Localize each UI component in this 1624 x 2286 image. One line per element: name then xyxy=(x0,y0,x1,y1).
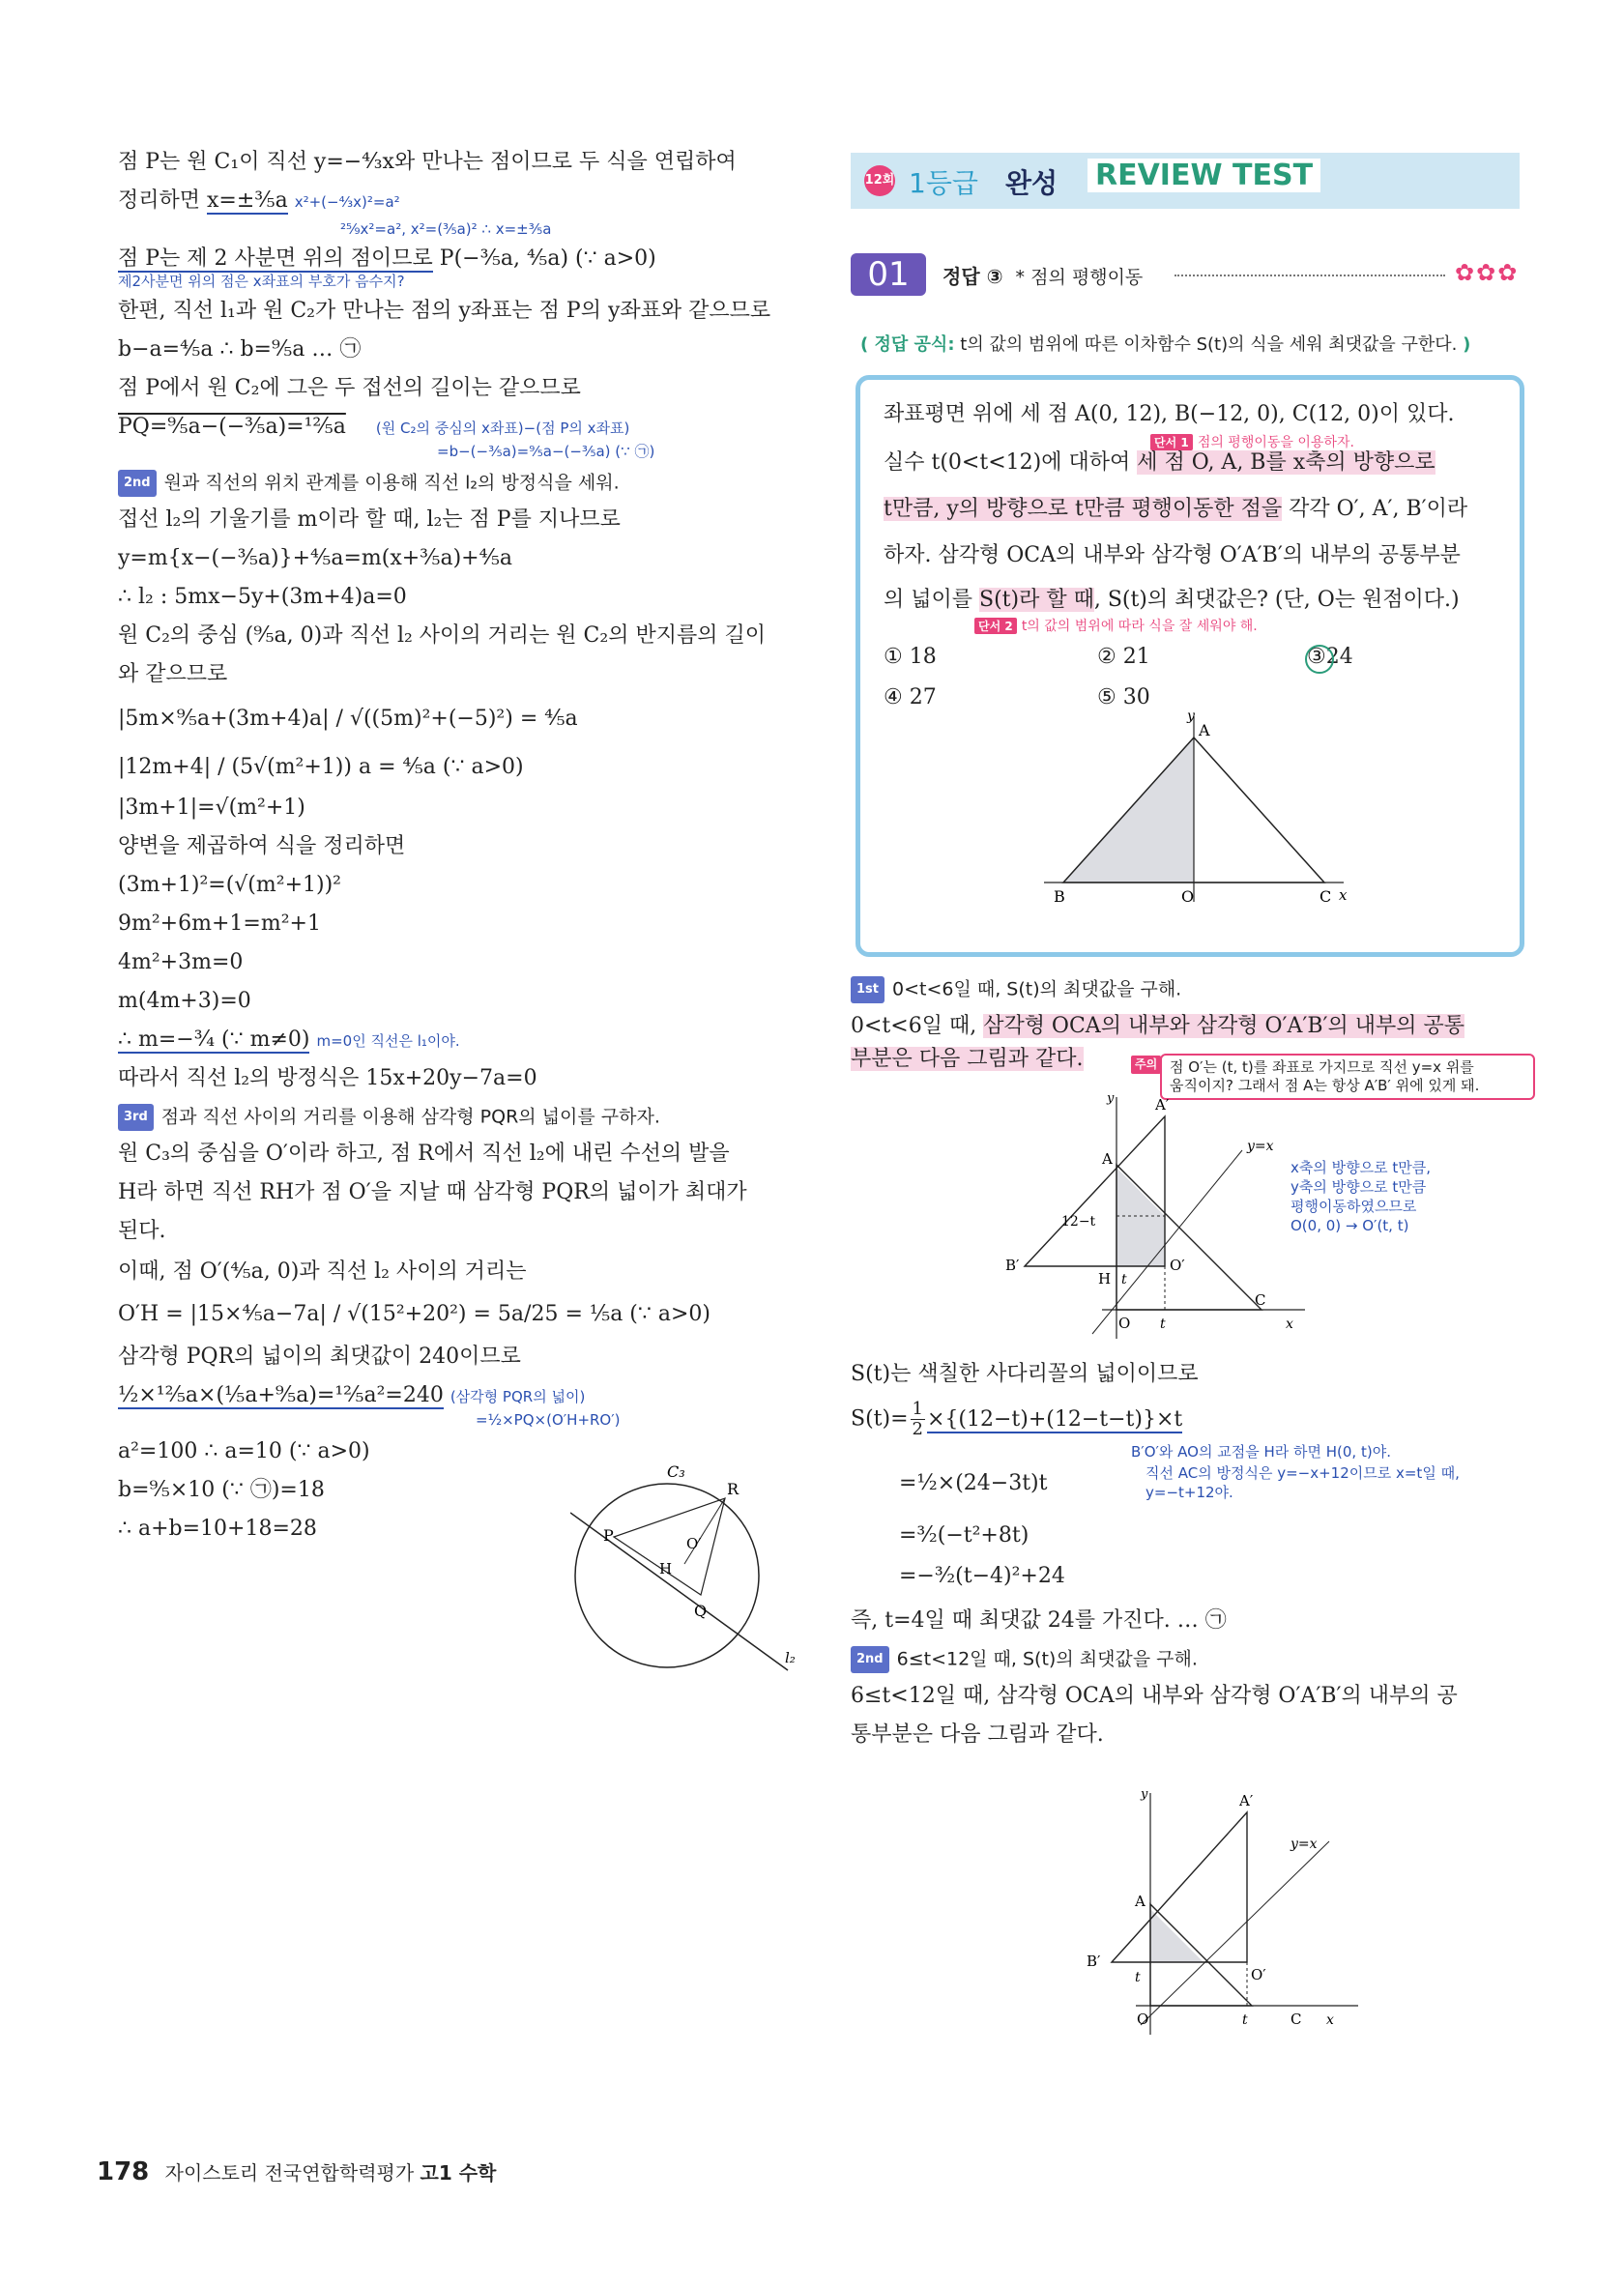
fig2-note-line: y축의 방향으로 t만큼 xyxy=(1290,1178,1427,1196)
fig1-label-b: B xyxy=(1054,887,1065,906)
choice-3-text: ③24 xyxy=(1307,645,1353,669)
fig2-note xyxy=(1290,1158,1431,1235)
left-line: 9m²+6m+1=m²+1 xyxy=(118,912,321,936)
fig3-label-oprime: O′ xyxy=(1251,1966,1266,1983)
choice-4[interactable]: ④ 27 xyxy=(884,685,937,709)
eq-note: 직선 AC의 방정식은 y=−x+12이므로 x=t일 때, xyxy=(1146,1464,1460,1482)
topic: * 점의 평행이동 xyxy=(1009,267,1144,288)
fig1-label-o: O xyxy=(1181,887,1195,906)
header-grade: 1등급 xyxy=(909,167,978,199)
fig2-label-oprime: O′ xyxy=(1170,1257,1185,1274)
left-line: ∴ a+b=10+18=28 xyxy=(118,1517,317,1541)
circle-label-r: R xyxy=(727,1480,740,1498)
eq-note: y=−t+12야. xyxy=(1146,1484,1233,1501)
fig2-label-yx: y=x xyxy=(1247,1139,1274,1154)
left-solution-column xyxy=(118,135,799,1554)
left-line: 4m²+3m=0 xyxy=(118,950,244,974)
eq-note: B′O′와 AO의 교점을 H라 하면 H(0, t)야. xyxy=(1131,1443,1391,1461)
question-highlight: 세 점 O, A, B를 x축의 방향으로 xyxy=(1137,450,1436,475)
fig1-label-c: C xyxy=(1320,887,1332,906)
fig3-label-t2: t xyxy=(1242,2012,1248,2028)
left-line-text: 정리하면 xyxy=(118,188,208,213)
right-equation: =−³⁄₂(t−4)²+24 xyxy=(899,1564,1065,1588)
choice-1[interactable]: ① 18 xyxy=(884,645,937,669)
fig3-label-yx: y=x xyxy=(1290,1837,1318,1852)
review-test-header xyxy=(851,153,1520,209)
right-line: 통부분은 다음 그림과 같다. xyxy=(851,1722,1104,1747)
left-line: 접선 l₂의 기울기를 m이라 할 때, l₂는 점 P를 지나므로 xyxy=(118,507,621,532)
fig2-label-h: H xyxy=(1098,1270,1112,1288)
left-line: a²=100 ∴ a=10 (∵ a>0) xyxy=(118,1439,370,1463)
left-line: m(4m+3)=0 xyxy=(118,989,251,1013)
difficulty-stars: ✿✿✿ xyxy=(1455,259,1520,286)
left-line: 된다. xyxy=(118,1219,166,1243)
step-badge: 2nd xyxy=(118,470,157,497)
choice-3[interactable] xyxy=(1307,645,1353,669)
question-line: 하자. 삼각형 OCA의 내부와 삼각형 O′A′B′의 내부의 공통부분 xyxy=(884,543,1461,567)
fig1-label-y: y xyxy=(1187,709,1195,724)
left-note: (원 C₂의 중심의 x좌표)−(점 P의 x좌표) xyxy=(375,420,630,437)
hint-tag: 단서 2 xyxy=(974,618,1017,634)
fig2-label-x: x xyxy=(1286,1317,1293,1332)
question-box xyxy=(856,375,1524,957)
fig3-label-y: y xyxy=(1141,1788,1148,1802)
left-line: b=⁹⁄₅×10 (∵ ㉠)=18 xyxy=(118,1478,325,1502)
left-line: H라 하면 직선 RH가 점 O′을 지날 때 삼각형 PQR의 넓이가 최대가 xyxy=(118,1180,747,1204)
eq-part: ×{(12−t)+(12−t−t)}×t xyxy=(926,1406,1183,1432)
fig3-label-a: A xyxy=(1135,1893,1146,1910)
left-line xyxy=(118,414,799,441)
right-step1-heading xyxy=(851,976,1527,1003)
formula-prefix: 정답 공식: xyxy=(874,334,955,355)
fig3-label-o: O xyxy=(1137,2011,1149,2028)
hint-text: 점의 평행이동을 이용하자. xyxy=(1197,435,1354,450)
left-step3-heading xyxy=(118,1104,799,1131)
right-solution-body xyxy=(851,1361,1527,1760)
circle-label-p: P xyxy=(603,1526,614,1545)
fig2-label-t2: t xyxy=(1160,1317,1166,1332)
left-line: 와 같으므로 xyxy=(118,662,228,686)
left-line-underlined: 점 P는 제 2 사분면 위의 점이므로 xyxy=(118,246,433,271)
right-line: 6≤t<12일 때, 삼각형 OCA의 내부와 삼각형 O′A′B′의 내부의 공 xyxy=(851,1684,1458,1708)
fraction-den: 2 xyxy=(912,1419,923,1439)
right-step2-heading xyxy=(851,1646,1527,1673)
figure-case2 xyxy=(1073,1788,1363,2040)
fig2-note-line: O(0, 0) → O′(t, t) xyxy=(1290,1217,1409,1234)
left-line: (3m+1)²=(√(m²+1))² xyxy=(118,873,341,897)
left-line: |3m+1|=√(m²+1) xyxy=(118,796,305,820)
fig3-label-aprime: A′ xyxy=(1239,1792,1254,1809)
answer-line xyxy=(942,261,1143,289)
fig2-label-aprime: A′ xyxy=(1155,1096,1170,1114)
right-equation: =½×(24−3t)t xyxy=(899,1471,1048,1495)
circle-label-c3: C₃ xyxy=(667,1462,685,1481)
circle-label-q: Q xyxy=(694,1602,708,1620)
left-note: m=0인 직선은 l₁이야. xyxy=(316,1032,460,1050)
header-complete: 완성 xyxy=(1005,167,1058,199)
left-step2-heading xyxy=(118,470,799,497)
left-equation: PQ=⁹⁄₅a−(−³⁄₅a)=¹²⁄₅a xyxy=(118,415,346,439)
left-line: b−a=⁴⁄₅a ∴ b=⁹⁄₅a … ㉠ xyxy=(118,337,362,362)
eq-row xyxy=(851,1461,1527,1513)
step-badge: 3rd xyxy=(118,1104,154,1131)
step-title: 원과 직선의 위치 관계를 이용해 직선 l₂의 방정식을 세워. xyxy=(163,472,620,494)
round-badge: 12회 xyxy=(864,165,895,196)
eq-part: S(t)= xyxy=(851,1406,909,1432)
question-line xyxy=(884,496,1467,523)
left-line: ∴ l₂ : 5mx−5y+(3m+4)a=0 xyxy=(118,585,407,609)
fig2-label-t: t xyxy=(1121,1272,1127,1288)
left-line: 원 C₃의 중심을 O′이라 하고, 점 R에서 직선 l₂에 내린 수선의 발을 xyxy=(118,1142,730,1166)
dotted-leader xyxy=(1174,275,1445,276)
question-number: 01 xyxy=(851,253,926,296)
step-title: 점과 직선 사이의 거리를 이용해 삼각형 PQR의 넓이를 구하자. xyxy=(160,1106,660,1128)
caution-tag: 주의 xyxy=(1131,1056,1161,1074)
right-equation: =³⁄₂(−t²+8t) xyxy=(899,1523,1030,1548)
fig2-note-line: x축의 방향으로 t만큼, xyxy=(1290,1159,1431,1176)
figure-case1 xyxy=(996,1092,1305,1344)
left-note: =b−(−³⁄₅a)=⁹⁄₅a−(−³⁄₅a) (∵ ㉠) xyxy=(437,443,655,460)
question-text: 실수 t(0<t<12)에 대하여 xyxy=(884,450,1138,475)
right-line xyxy=(851,1013,1527,1040)
left-line xyxy=(118,246,799,273)
left-note: (삼각형 PQR의 넓이) xyxy=(450,1388,586,1405)
answer-label: 정답 ③ xyxy=(942,265,1003,288)
left-equation: ½×¹²⁄₅a×(⅕a+⁹⁄₅a)=¹²⁄₅a²=240 xyxy=(118,1383,444,1407)
left-note: 제2사분면 위의 점은 x좌표의 부호가 음수지? xyxy=(118,273,405,290)
question-highlight: S(t)라 할 때 xyxy=(979,588,1094,612)
question-highlight: t만큼, y의 방향으로 t만큼 평행이동한 점을 xyxy=(884,497,1283,521)
fig1-label-x: x xyxy=(1339,886,1348,904)
fig3-label-t: t xyxy=(1135,1970,1141,1985)
left-note: ²⁵⁄₉x²=a², x²=(³⁄₅a)² ∴ x=±³⁄₅a xyxy=(340,220,552,238)
left-line: 한편, 직선 l₁과 원 C₂가 만나는 점의 y좌표는 점 P의 y좌표와 같으므로 xyxy=(118,299,771,323)
hint-text: t의 값의 범위에 따라 식을 잘 세워야 해. xyxy=(1021,619,1258,634)
left-line: 점 P에서 원 C₂에 그은 두 접선의 길이는 같으므로 xyxy=(118,376,581,400)
circle-label-oprime: O′ xyxy=(686,1535,702,1552)
topic-text: 점의 평행이동 xyxy=(1030,267,1144,288)
page-footer xyxy=(97,2157,496,2186)
left-line-underlined: x=±³⁄₅a xyxy=(207,188,288,213)
book-grade: 고1 수학 xyxy=(420,2161,497,2185)
step-badge: 2nd xyxy=(851,1646,889,1673)
left-line: 점 P는 원 C₁이 직선 y=−⁴⁄₃x와 만나는 점이므로 두 식을 연립하여 xyxy=(118,150,737,174)
hint-1 xyxy=(1150,432,1354,451)
right-text: 0<t<6일 때, xyxy=(851,1014,984,1038)
fig2-label-length: 12−t xyxy=(1061,1214,1096,1230)
fig2-label-bprime: B′ xyxy=(1005,1257,1020,1274)
right-equation xyxy=(851,1400,1527,1439)
fig2-label-a: A xyxy=(1102,1150,1113,1168)
left-line xyxy=(118,1382,799,1409)
formula-text: t의 값의 범위에 따른 이차함수 S(t)의 식을 세워 최댓값을 구한다. xyxy=(960,334,1458,355)
question-text: 각각 O′, A′, B′이라 xyxy=(1282,497,1468,521)
left-line: 삼각형 PQR의 넓이의 최댓값이 240이므로 xyxy=(118,1345,521,1369)
step-title: 6≤t<12일 때, S(t)의 최댓값을 구해. xyxy=(896,1648,1198,1670)
fig2-label-y: y xyxy=(1107,1092,1115,1106)
choice-5[interactable]: ⑤ 30 xyxy=(1097,685,1150,709)
question-line xyxy=(884,587,1460,614)
right-highlight: 부분은 다음 그림과 같다. xyxy=(851,1047,1084,1071)
hint-tag: 단서 1 xyxy=(1150,434,1193,450)
right-line: S(t)는 색칠한 사다리꼴의 넓이이므로 xyxy=(851,1362,1199,1386)
left-line xyxy=(118,1027,799,1054)
left-line: 원 C₂의 중심 (⁹⁄₅a, 0)과 직선 l₂ 사이의 거리는 원 C₂의 반지름의 길이 xyxy=(118,623,766,648)
step-title: 0<t<6일 때, S(t)의 최댓값을 구해. xyxy=(892,978,1182,1000)
left-line-text: P(−³⁄₅a, ⁴⁄₅a) (∵ a>0) xyxy=(432,246,656,271)
right-highlight: 삼각형 OCA의 내부와 삼각형 O′A′B′의 내부의 공통 xyxy=(983,1014,1465,1038)
fraction-num: 1 xyxy=(912,1399,923,1419)
caution-line: 점 O′는 (t, t)를 좌표로 가지므로 직선 y=x 위를 xyxy=(1170,1058,1474,1076)
circle-diagram xyxy=(570,1460,812,1682)
left-note: =½×PQ×(O′H+RO′) xyxy=(476,1411,621,1429)
question-figure xyxy=(1025,709,1353,912)
left-line: 따라서 직선 l₂의 방정식은 15x+20y−7a=0 xyxy=(118,1066,537,1090)
left-equation: |12m+4| / (5√(m²+1)) a = ⁴⁄₅a (∵ a>0) xyxy=(118,755,524,779)
header-review-test: REVIEW TEST xyxy=(1088,159,1320,192)
question-line: 좌표평면 위에 세 점 A(0, 12), B(−12, 0), C(12, 0)이 있다. xyxy=(884,402,1455,426)
fig3-label-bprime: B′ xyxy=(1087,1953,1101,1970)
fig1-label-a: A xyxy=(1199,721,1210,739)
question-text: 의 넓이를 xyxy=(884,588,979,612)
left-line: 이때, 점 O′(⁴⁄₅a, 0)과 직선 l₂ 사이의 거리는 xyxy=(118,1259,527,1284)
left-line-underlined: ∴ m=−³⁄₄ (∵ m≠0) xyxy=(118,1027,310,1052)
left-line: 양변을 제곱하여 식을 정리하면 xyxy=(118,834,406,858)
fig2-label-o: O xyxy=(1118,1315,1131,1332)
fraction-half xyxy=(911,1400,925,1439)
fig3-label-c: C xyxy=(1290,2011,1302,2028)
answer-formula: ( 정답 공식: t의 값의 범위에 따른 이차함수 S(t)의 식을 세워 최댓값을 구한다. ) xyxy=(860,334,1471,355)
question-text: , S(t)의 최댓값은? (단, O는 원점이다.) xyxy=(1093,588,1460,612)
circle-label-h: H xyxy=(659,1560,673,1577)
left-equation: O′H = |15×⁴⁄₅a−7a| / √(15²+20²) = 5a/25 = ⅕a (∵ a>0) xyxy=(118,1302,711,1326)
book-title: 자이스토리 전국연합학력평가 xyxy=(164,2161,415,2185)
left-line: y=m{x−(−³⁄₅a)}+⁴⁄₅a=m(x+³⁄₅a)+⁴⁄₅a xyxy=(118,546,513,570)
right-line: 즉, t=4일 때 최댓값 24를 가진다. … ㉠ xyxy=(851,1608,1227,1633)
hint-2 xyxy=(974,616,1258,635)
page-number: 178 xyxy=(97,2157,150,2186)
left-note: x²+(−⁴⁄₃x)²=a² xyxy=(294,193,400,211)
choice-2[interactable]: ② 21 xyxy=(1097,645,1150,669)
fig2-label-c: C xyxy=(1255,1291,1266,1309)
circle-label-l2: l₂ xyxy=(785,1649,796,1666)
question-line xyxy=(884,449,1436,477)
left-equation: |5m×⁹⁄₅a+(3m+4)a| / √((5m)²+(−5)²) = ⁴⁄₅a xyxy=(118,707,578,731)
fig3-label-x: x xyxy=(1326,2012,1334,2028)
fig2-note-line: 평행이동하였으므로 xyxy=(1290,1198,1417,1215)
caution-line: 움직이지? 그래서 점 A는 항상 A′B′ 위에 있게 돼. xyxy=(1170,1077,1480,1094)
step-badge: 1st xyxy=(851,976,884,1003)
left-line xyxy=(118,188,799,215)
